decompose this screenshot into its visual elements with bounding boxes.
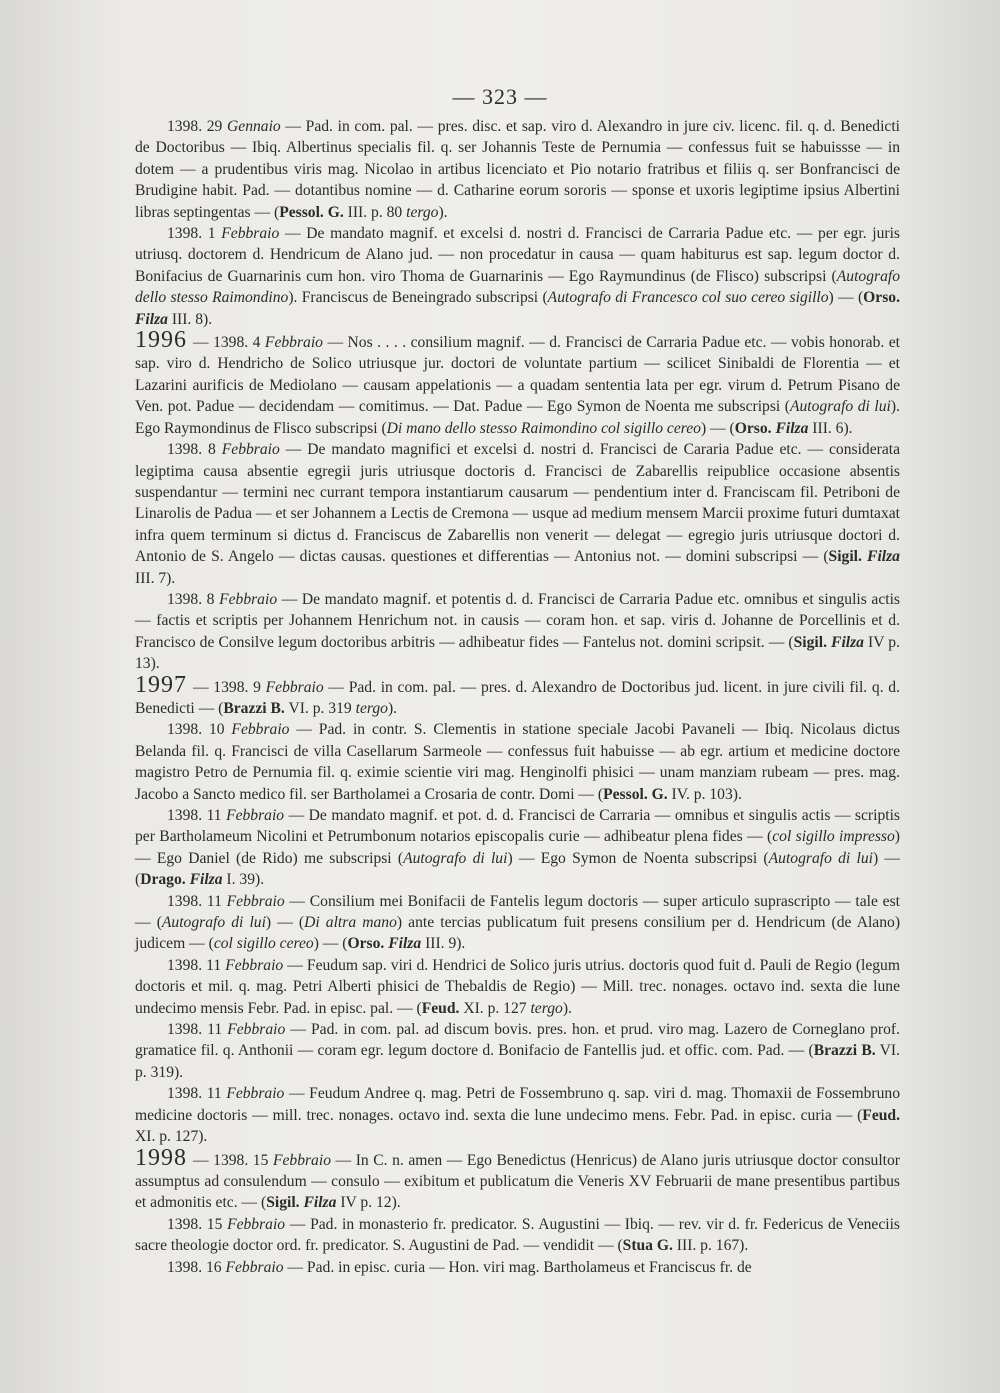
entry-date: — 1398. 15 — [193, 1151, 273, 1169]
archive-reference: VI. p. 319). — [135, 1042, 900, 1081]
entry-text: ) — ( — [700, 419, 735, 437]
entry-text: ) — ( — [135, 849, 901, 889]
archive-tergo: tergo — [530, 999, 563, 1017]
document-entry — [135, 719, 900, 805]
entry-note: Autografo di lui — [768, 849, 873, 867]
archive-source: Feud. — [421, 999, 460, 1017]
document-entry — [135, 223, 900, 330]
entry-text: — Consilium mei Bonifacii de Fantelis legum doctoris — super articulo suprascripto — tale est — ( — [135, 892, 900, 932]
archive-source: Sigil. — [266, 1194, 300, 1212]
archive-reference: III. 6). — [808, 419, 853, 437]
entry-note: Autografo di Francesco col suo cereo sigillo — [547, 289, 829, 307]
entry-text: ) ante tercias publicatum fuit presens consilium per d. Hendricum (de Alano) judicem — ( — [135, 914, 901, 953]
entry-month: Febbraio — [225, 956, 284, 974]
entry-note: Autografo di lui — [161, 914, 266, 932]
entry-note: Di altra mano — [304, 914, 397, 932]
document-entry — [135, 439, 900, 589]
archive-reference: III. p. 80 — [343, 203, 407, 221]
entry-month: Febbraio — [226, 892, 285, 910]
archive-source: Sigil. — [793, 633, 827, 651]
entry-month: Febbraio — [219, 590, 278, 608]
entry-text: — Pad. in com. pal. — pres. disc. et sap. viro d. Alexandro in jure civ. licenc. fil. q. d. Benedicti de Doctoribus — Ibiq. Albertinus specialis fil. q. ser Johannis Teste de Pernumia — confessus fuit se habuissse — in dotem — a prudentibus viris mag. Nicolao in artibus licenciato et Pio notario fratribus et filiis q. ser Bonfrancisci de Brudigine habit. Pad. — dotantibus nomine — d. Catharine eorum sororis — sponse et uxoris legiptime ipsius Albertini libras septingentas — ( — [135, 118, 901, 221]
entry-text: ). — [562, 999, 572, 1017]
entry-date: 1398. 8 — [167, 590, 220, 608]
archive-source: Orso. — [863, 289, 900, 307]
entry-text: ) — Ego Symon de Noenta subscripsi ( — [507, 849, 769, 867]
entry-text: ) — Ego Daniel (de Rido) me subscripsi ( — [135, 828, 900, 867]
entry-text: — In C. n. amen — Ego Benedictus (Henricus) de Alano juris utriusque doctor consultor assumptus ad consulendum — consulo — exibitum et publicatum die Veneris XV Februarii de mane presentibus partibus et admonitis etc. — ( — [135, 1151, 900, 1212]
archive-source: Pessol. G. — [279, 203, 344, 221]
archive-reference: III. 9). — [421, 935, 466, 953]
entry-date: 1398. 8 — [167, 441, 222, 459]
archive-filza: Filza — [826, 633, 864, 651]
archive-source: Stua G. — [622, 1237, 673, 1255]
entry-date: 1398. 11 — [167, 892, 227, 910]
entry-text: — De mandato magnif. et excelsi d. nostri d. Francisci de Carraria Padue etc. — per egr. juris utriusq. doctorem d. Hendricum de Alano jud. — non procedatur in causa — quam habiturus est sap. legum doctor d. Bonifacius de Guarnarinis cum hon. viro Thoma de Guarnarinis — Ego Raymundinus (de Flisco) subscripsi ( — [135, 225, 900, 285]
entry-text: ) — ( — [313, 935, 348, 953]
entry-month: Febbraio — [221, 225, 280, 243]
entry-text: — De mandato magnif. et potentis d. d. Francisci de Carraria Padue etc. omnibus et singulis actis — factis et scriptis per Johannem Henrichum not. in causis — coram hon. et sap. viris d. Johanne de Porcellinis et d. Francisco de Consilve legum doctoribus arbitris — adhibeatur fides — Fantelus not. domini scripsit. — ( — [135, 590, 900, 651]
archive-tergo: tergo — [406, 203, 439, 221]
entry-date: 1398. 11 — [167, 1021, 228, 1039]
entry-text: — De mandato magnifici et excelsi d. nostri d. Francisci de Cararia Padue etc. — considerata legiptima causa absentie egregii juris utriusque doctoris d. Francisci de Zabarellis reipublice occasione absentis suspendantur — termini nec currant tempora instantiarum causarum — pendentium inter d. Franciscam fil. Petriboni de Linarolis de Padua — et ser Johannem a Lectis de Cremona — usque ad medium mensem Marcii proxime futuri dumtaxat infra quem terminum si dictus d. Franciscus de Zabarellis non venerit — delegat — egregio juris utriusque doctori d. Antonio de S. Angelo — dictas causas. questiones et differentias — Antonius not. — domini subscripsi — ( — [135, 441, 900, 566]
archive-reference: I. 39). — [222, 871, 265, 889]
archive-source: Sigil. — [828, 548, 862, 566]
entry-text: ) — ( — [828, 289, 864, 307]
document-entry — [135, 671, 901, 720]
entry-note: Di mano dello stesso Raimondino col sigillo cereo — [386, 419, 701, 437]
entry-text: — De mandato magnif. et pot. d. d. Francisci de Carraria — omnibus et singulis actis — scriptis per Bartholameum Nicolini et Petrumbonum notarios episcopalis curie — adhibeatur plena fides — ( — [135, 807, 900, 846]
archive-source: Drago. — [140, 871, 186, 889]
document-entry — [135, 891, 900, 955]
archive-source: Pessol. G. — [603, 785, 668, 803]
document-entry — [135, 116, 900, 223]
archive-filza: Filza — [299, 1194, 337, 1212]
document-entry — [135, 1144, 900, 1214]
entry-month: Febbraio — [225, 1258, 284, 1276]
entry-text: — Pad. in monasterio fr. predicator. S. Augustini — Ibiq. — rev. vir d. fr. Federicus de Veneciis sacre theologie doctor ord. fr. predicator. S. Augustini de Pad. — vendidit — ( — [135, 1215, 900, 1255]
archive-reference: III. 7). — [135, 569, 176, 587]
archive-reference: VI. p. 319 — [284, 699, 356, 717]
archive-reference: IV p. 13). — [135, 633, 900, 673]
entry-text: — Pad. in com. pal. — pres. d. Alexandro de Doctoribus jud. licent. in jure civili fil. q. d. Benedicti — ( — [135, 678, 901, 717]
entry-date: 1398. 1 — [167, 225, 222, 243]
document-entry — [135, 955, 900, 1019]
entry-text: ) — ( — [265, 914, 305, 932]
archive-source: Brazzi B. — [223, 699, 285, 717]
archive-reference: III. 8). — [167, 310, 213, 328]
entry-note: Autografo di lui — [789, 398, 891, 416]
entry-date: — 1398. 4 — [193, 334, 265, 352]
page-number: — 323 — — [452, 84, 548, 109]
document-entry — [135, 327, 900, 439]
entry-month: Febbraio — [231, 721, 290, 739]
document-entry — [135, 1019, 900, 1083]
entry-date: 1398. 11 — [167, 956, 226, 974]
archive-reference: IV. p. 103). — [667, 785, 742, 803]
entry-text: ). Franciscus de Beneingrado subscripsi ( — [288, 289, 548, 307]
archive-reference: III. p. 167). — [672, 1237, 749, 1255]
entry-text: — Feudum sap. viri d. Hendrici de Solico juris utrius. doctoris quod fuit d. Pauli de Regio (legum doctoris et mil. q. mag. Petri Alberti phisici de Thebaldis de Regio) — Mill. trec. nonages. octavo ind. sexta die lune undecimo mensis Febr. Pad. in episc. pal. — ( — [135, 956, 900, 1017]
entry-text: ). — [438, 203, 448, 221]
document-entry — [135, 589, 900, 675]
archive-source: Orso. — [347, 935, 385, 953]
archive-filza: Filza — [384, 935, 422, 953]
entry-note: col sigillo impresso — [772, 828, 895, 846]
entry-date: — 1398. 9 — [193, 678, 266, 696]
entry-date: 1398. 11 — [167, 807, 227, 824]
entry-month: Febbraio — [221, 441, 280, 459]
entry-note: Autografo di lui — [403, 849, 508, 867]
entry-month: Gennaio — [227, 118, 281, 135]
archive-reference: XI. p. 127). — [135, 1128, 208, 1146]
entry-month: Febbraio — [272, 1151, 331, 1169]
entry-date: 1398. 11 — [167, 1085, 227, 1103]
archive-source: Brazzi B. — [813, 1042, 876, 1060]
entry-month: Febbraio — [226, 807, 285, 824]
entry-text: — Nos . . . . consilium magnif. — d. Francisci de Carraria Padue etc. — vobis honorab. et sap. viro d. Hendricho de Solico utriusque jur. doctori de voluntate partium — scilicet Sinibaldi de Florentia — et Lazarini aurificis de Mediolano — causam appelationis — a quadam sententia lata per egr. virum d. Petrum Pisano de Ven. pot. Padue — decidendam — comitimus. — Dat. Padue — Ego Symon de Noenta me subscripsi ( — [135, 334, 900, 416]
document-entry — [135, 805, 900, 891]
entry-text: — Pad. in contr. S. Clementis in statione speciale Jacobi Pavaneli — Ibiq. Nicolaus dictus Belanda fil. q. Francisci de villa Casellarum Sarmeole — confessus fuit habuisse — ab egr. artium et medicine doctore magistro Petro de Pernumia fil. q. eximie scientie viri mag. Henginolfi phisici — unam manziam rubeam — pres. mag. Jacobo a Sancto medico fil. ser Bartholamei a Crosaria de contr. Domi — ( — [135, 721, 901, 803]
entry-month: Febbraio — [227, 1215, 286, 1233]
archive-filza: Filza — [861, 548, 900, 566]
entry-note: col sigillo cereo — [213, 935, 314, 953]
document-entry — [135, 1083, 900, 1147]
entry-month: Febbraio — [264, 334, 323, 352]
entry-date: 1398. 15 — [167, 1215, 228, 1233]
archive-source: Feud. — [862, 1106, 900, 1124]
archive-filza: Filza — [771, 419, 809, 437]
archive-filza: Filza — [135, 310, 168, 328]
archive-tergo: tergo — [355, 699, 388, 717]
document-number: 1997 — [135, 671, 187, 698]
entry-date: 1398. 10 — [167, 721, 232, 739]
entry-text: — Pad. in com. pal. ad discum bovis. pres. hon. et prud. viro mag. Lazero de Corneglano prof. gramatice fil. q. Anthonii — coram egr. legum doctore d. Bonifacio de Fantellis jud. et offic. com. Pad. — ( — [135, 1021, 900, 1060]
entry-note: Autografo dello stesso Raimondino — [135, 267, 900, 307]
entry-month: Febbraio — [265, 678, 324, 696]
entry-text: ). Ego Raymondinus de Flisco subscripsi ( — [135, 398, 900, 437]
archive-reference: XI. p. 127 — [459, 999, 531, 1017]
entry-month: Febbraio — [227, 1021, 286, 1039]
document-body — [135, 116, 900, 1278]
archive-reference: IV p. 12). — [336, 1194, 401, 1212]
entry-text: — Pad. in episc. curia — Hon. viri mag. Bartholameus et Franciscus fr. de — [283, 1258, 752, 1276]
entry-date: 1398. 16 — [167, 1258, 226, 1276]
archive-filza: Filza — [185, 871, 223, 889]
entry-text: — Feudum Andree q. mag. Petri de Fossembruno q. sap. viri d. mag. Thomaxii de Fossembruno medicine doctoris — mill. trec. nonages. octavo ind. sexta die lune undecimo mens. Febr. Pad. in episc. curia — ( — [135, 1085, 900, 1124]
document-entry — [135, 1214, 900, 1257]
document-number: 1998 — [135, 1144, 187, 1171]
document-number: 1996 — [135, 327, 187, 354]
entry-month: Febbraio — [226, 1085, 285, 1103]
document-entry — [135, 1257, 900, 1278]
archive-source: Orso. — [734, 419, 772, 437]
entry-date: 1398. 29 — [167, 118, 228, 135]
entry-text: ). — [387, 699, 398, 717]
